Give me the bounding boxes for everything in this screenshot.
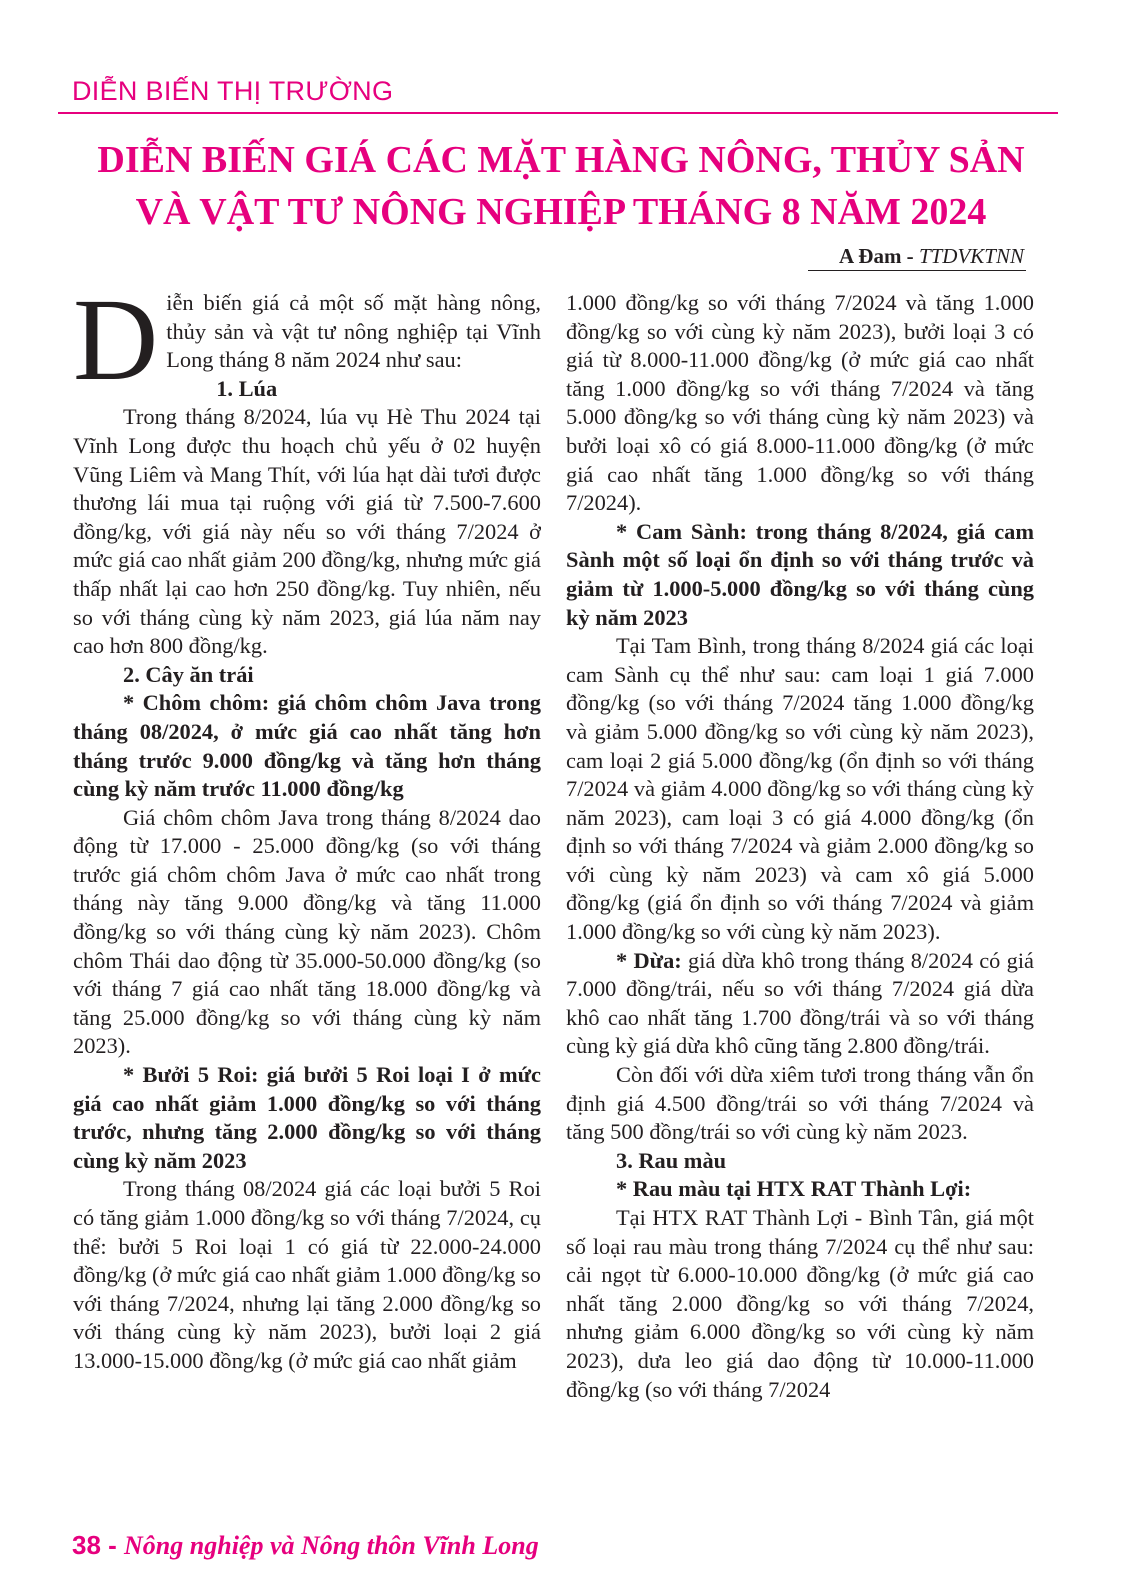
intro-paragraph: Diễn biến giá cả một số mặt hàng nông, thủy sản và vật tư nông nghiệp tại Vĩnh Long tháng 8 năm 2024 như sau: <box>73 289 541 405</box>
author-underline <box>808 270 1026 271</box>
subheading-htx: * Rau màu tại HTX RAT Thành Lợi: <box>616 1176 972 1202</box>
title-line-2: VÀ VẬT TƯ NÔNG NGHIỆP THÁNG 8 NĂM 2024 <box>135 191 987 233</box>
paragraph-lua: Trong tháng 8/2024, lúa vụ Hè Thu 2024 tại Vĩnh Long được thu hoạch chủ yếu ở 02 huyện Vũng Liêm và Mang Thít, với lúa hạt dài tươi được thương lái mua tại ruộng với giá từ 7.500-7.600 đồng/kg, với giá này nếu so với tháng 7/2024 ở mức giá cao nhất giảm 200 đồng/kg, nhưng mức giá thấp nhất lại cao hơn 250 đồng/kg. Tuy nhiên, nếu so với tháng cùng kỳ năm 2023, giá lúa năm nay cao hơn 800 đồng/kg. <box>73 404 541 659</box>
heading-lua: 1. Lúa <box>216 375 278 401</box>
magazine-name: Nông nghiệp và Nông thôn Vĩnh Long <box>124 1531 539 1560</box>
article-title <box>60 134 1062 238</box>
author-name: A Đam - <box>839 244 919 268</box>
paragraph-chom-chom: Giá chôm chôm Java trong tháng 8/2024 dao động từ 17.000 - 25.000 đồng/kg (so với tháng trước giá chôm chôm Java ở mức cao nhất trong tháng này tăng 9.000 đồng/kg và tăng 11.000 đồng/kg so với tháng cùng kỳ năm 2023). Chôm chôm Thái dao động từ 35.000-50.000 đồng/kg (so với tháng 7 giá cao nhất tăng 18.000 đồng/kg và tăng 25.000 đồng/kg so với tháng cùng kỳ năm 2023). <box>73 804 541 1059</box>
column-left <box>73 289 541 1469</box>
paragraph-cam-sanh: Tại Tam Bình, trong tháng 8/2024 giá các loại cam Sành cụ thể như sau: cam loại 1 giá 7.000 đồng/kg (so với tháng 7/2024 tăng 1.000 đồng/kg và giảm 5.000 đồng/kg so với cùng kỳ năm 2023), cam loại 2 giá 5.000 đồng/kg (ổn định so với tháng 7/2024 và giảm 4.000 đồng/kg so với tháng cùng kỳ năm 2023), cam loại 3 có giá 4.000 đồng/kg (ổn định so với tháng 7/2024 và giảm 2.000 đồng/kg so với cùng kỳ năm 2023) và cam xô giá 5.000 đồng/kg (giá ổn định so với tháng 7/2024 và giảm 1.000 đồng/kg so với cùng kỳ năm 2023). <box>566 633 1034 945</box>
section-label: DIỄN BIẾN THỊ TRƯỜNG <box>72 76 394 106</box>
page-number: 38 - <box>72 1530 125 1560</box>
title-line-1: DIỄN BIẾN GIÁ CÁC MẶT HÀNG NÔNG, THỦY SẢN <box>97 139 1025 181</box>
paragraph-dua-xiem: Còn đối với dừa xiêm tươi trong tháng vẫn ổn định giá 4.500 đồng/trái so với tháng 7/2024 và tăng 500 đồng/trái so với cùng kỳ năm 2023. <box>566 1062 1034 1145</box>
subheading-chom-chom: * Chôm chôm: giá chôm chôm Java trong tháng 08/2024, ở mức giá cao nhất tăng hơn tháng trước 9.000 đồng/kg và tăng hơn tháng cùng kỳ năm trước 11.000 đồng/kg <box>73 690 541 802</box>
subheading-cam-sanh: * Cam Sành: trong tháng 8/2024, giá cam Sành một số loại ổn định so với tháng trước và giảm từ 1.000-5.000 đồng/kg so với tháng cùng kỳ năm 2023 <box>566 518 1034 630</box>
author-org: TTDVKTNN <box>918 244 1024 268</box>
heading-rau-mau: 3. Rau màu <box>616 1147 727 1173</box>
drop-cap: D <box>73 289 159 405</box>
heading-cay-an-trai: 2. Cây ăn trái <box>123 661 254 687</box>
paragraph-dua: * Dừa: giá dừa khô trong tháng 8/2024 có giá 7.000 đồng/trái, nếu so với tháng 7/2024 giá dừa khô cao nhất tăng 1.700 đồng/trái và so với tháng cùng kỳ giá dừa khô cũng tăng 2.800 đồng/trái. <box>566 947 1034 1059</box>
paragraph-buoi: Trong tháng 08/2024 giá các loại bưởi 5 Roi có tăng giảm 1.000 đồng/kg so với tháng 7/2024, cụ thể: bưởi 5 Roi loại 1 có giá từ 22.000-24.000 đồng/kg (ở mức giá cao nhất giảm 1.000 đồng/kg so với tháng 7/2024, nhưng lại tăng 2.000 đồng/kg so với tháng cùng kỳ năm 2023), bưởi loại 2 giá 13.000-15.000 đồng/kg (ở mức giá cao nhất giảm <box>73 1176 541 1373</box>
header-divider <box>58 112 1058 114</box>
paragraph-htx: Tại HTX RAT Thành Lợi - Bình Tân, giá một số loại rau màu trong tháng 7/2024 cụ thể như sau: cải ngọt từ 6.000-10.000 đồng/kg (ở mức giá cao nhất tăng 2.000 đồng/kg so với tháng 7/2024, nhưng giảm 6.000 đồng/kg so với cùng kỳ năm 2023), dưa leo giá dao động từ 10.000-11.000 đồng/kg (so với tháng 7/2024 <box>566 1205 1034 1402</box>
author-byline <box>839 244 1024 269</box>
paragraph-buoi-cont: 1.000 đồng/kg so với tháng 7/2024 và tăng 1.000 đồng/kg so với cùng kỳ năm 2023), bưởi loại 3 có giá từ 8.000-11.000 đồng/kg (ở mức giá cao nhất tăng 1.000 đồng/kg so với tháng 7/2024 và tăng 5.000 đồng/kg so với tháng cùng kỳ năm 2023) và bưởi loại xô có giá 8.000-11.000 đồng/kg (ở mức giá cao nhất tăng 1.000 đồng/kg so với tháng 7/2024). <box>566 290 1034 516</box>
dua-label: * Dừa: <box>616 947 682 973</box>
column-right <box>566 289 1034 1469</box>
subheading-buoi: * Bưởi 5 Roi: giá bưởi 5 Roi loại I ở mức giá cao nhất giảm 1.000 đồng/kg so với tháng trước, nhưng tăng 2.000 đồng/kg so với tháng cùng kỳ năm 2023 <box>73 1062 541 1173</box>
page-footer <box>72 1530 539 1561</box>
